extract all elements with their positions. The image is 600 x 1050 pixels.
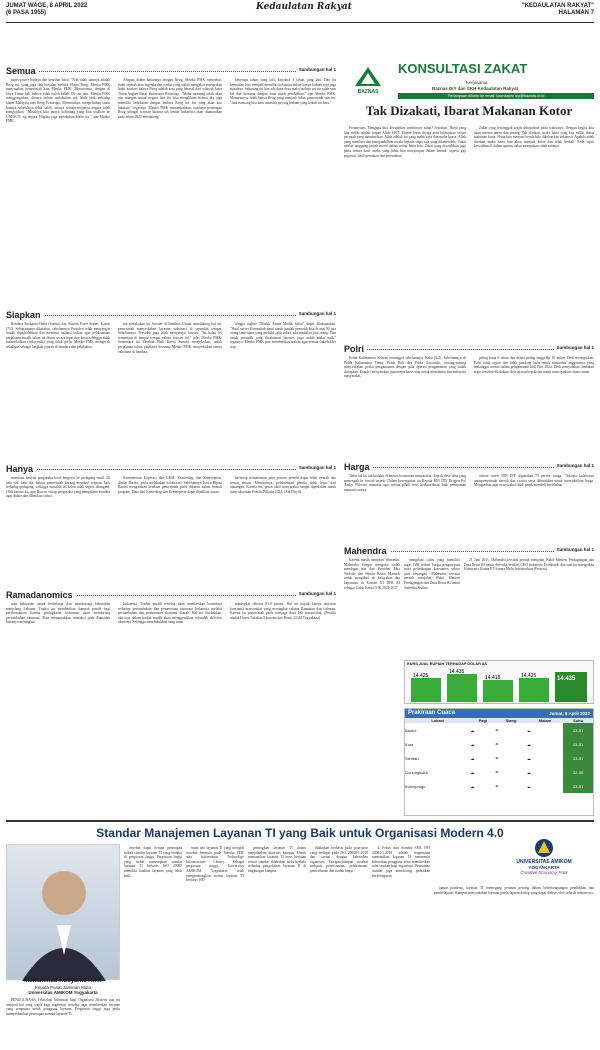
- article-hanya-col2: Kementerian Koperasi dan UKM, Kemendag, dan Kemenperin, dinilai Baroto, perlu melakukan kolaborasi. Sebelumnya Ketua Hipmi Bantul mengatakan keadaan pemerintah perlu dibantu dalam bentuk program. Data dari Kemendag dan Kemenperin dapat dijadikan acuan.: [118, 476, 222, 494]
- section-hanya: [6, 464, 336, 474]
- weather-row: Bantul ☁ ☂ ☁ 23-31: [405, 723, 593, 737]
- weather-date: Jumat, 8 April 2022: [549, 711, 590, 716]
- kurs-bar: [447, 674, 477, 702]
- weather-title: Prakiraan Cuaca: [408, 710, 456, 716]
- ad-person-org: Universitas AMIKOM Yogyakarta: [28, 990, 98, 995]
- section-ramadanomics: [6, 590, 336, 600]
- kurs-bar: [519, 678, 549, 702]
- weather-col-header: Lokasi: [431, 718, 445, 723]
- article-harga-col2: sarkan survei BIN DIY digunakan 70 persen warga. "Adanya kolaborasi antarpemerintah daerah dan swasta serta dibutuhkan untuk menstabilkan harga. Mengimbau agar masyarakat tidak panik membeli berlebihan.": [474, 474, 594, 488]
- article-mahendra-col2: mengikuti calon yang memiliki tugas OJK terkait fungsi pengawasan serta pelindungan konsumen sektor jasa keuangan. Mahendra tercatat pernah menjabat Wakil Menteri Perdagangan dan Duta Besar RI untuk Amerika Serikat.: [404, 558, 460, 590]
- ad-person-title: Kepala Pusat Jaminan Mutu: [34, 985, 92, 990]
- kurs-label: 14.435: [557, 676, 576, 682]
- ad-col4: dilakukan berbasis pada poin-poin yang terdapat pada ISO 20000-1:2018 dan sesuai dengan kebutuhan organisasi. Tahapan-tahapan tersebut meliputi perencanaan, pelaksanaan, pemeriksaan dan tindak lanjut.: [310, 846, 368, 873]
- section-name: Polri: [344, 344, 367, 354]
- ad-person-photo: [6, 844, 120, 980]
- weather-table: [405, 718, 593, 793]
- amikom-city: YOGYAKARTA: [528, 865, 560, 870]
- weather-row: Kulonprogo ☁ ☂ ☁ 23-31: [405, 779, 593, 793]
- section-source: Sambungan hal 1: [556, 345, 594, 350]
- amikom-name: UNIVERSITAS AMIKOM: [516, 859, 572, 865]
- ad-divider: [6, 820, 594, 822]
- article-polri-col1: Polda Kalimantan Selatan tertanggal sebelumnya, Rabu (6/4). Sebelumnya di Polda Kalimantan Timur, Polda Bali dan Polda Gorontalo, masing-masing menyediakan posko pengamanan dengan pola operasi pengamanan yang sudah disiapkan. Kapolri menyatakan jajarannya harus siap untuk membantu dan melayani masyarakat.: [344, 356, 466, 379]
- masthead-pasa: (6 PASA 1955): [6, 10, 47, 16]
- kurs-bars: [405, 668, 593, 704]
- kurs-label: 14.435: [449, 669, 465, 675]
- article-semua-col1: super power budaya dan kearifan lokal. "Nah salah satunya adalah Reog ini, yang juga tlah berjalan melalui Ekspo Reog, Menko PMK menyatakan pemerintah kata Menko PMK. Menurutnya, dengan di Jawa Timur beli bahwa tidak boleh kalah. Di sisi lain, Menko PMK menggingatkan, dirinya belum melakukan cek lebih jauh terhadap klaim Malaysia atas Reog Ponorogo. Menurutnya, mengelitikan suatu budaya sebetulnya tidak salah, artinya semaju-majunya negara tolah mengajukan. "Misalnya kita punya kolintang yang kita usulkan ke UNESCO, itu negara Filipina juga melakukan klaim itu," ujar Menko PMK.: [6, 78, 110, 124]
- zakat-headline: Tak Dizakati, Ibarat Makanan Kotor: [365, 103, 573, 118]
- article-harga-col1: Tentu hal ini tak berlaku di tataran konsumen masyarakat. Tapi di desa-desa yang menengah ke bawah terjadi. Dalam kesempatan itu Kepala BIN DIY Brigjen Pol Andry Wibowo meminta agar semua pihak terus berkoordinasi baik pemerintah maupun swasta.: [344, 474, 466, 492]
- amikom-tagline: Creative Economy Park: [520, 870, 568, 875]
- zakat-question: Pertanyaan: Mengapa kita diwajibkan membayar zakat? Jawaban: Harta yang kita miliki adalah titipan Allah SWT. Titipan harus dijaga atau belanjakan sesuai perintah yang memberikan. Allah adalah zat yang maha kaya dan maha kuasa. Allah yang memberi dan mengambilkan rezeki kepada siapa saja yang dikehendaki. Zakat adalah tanggung jawab moral dalam setiap harta kita. Zakat yang diwajibkan juga pada semua hasil usaha yang tidak kita menyimpan dalam bentuk, seperti gaji pegawai, hasil pertanian dan peternakan.: [344, 126, 466, 158]
- section-name: Siapkan: [6, 310, 44, 320]
- baznas-emblem-icon: [353, 66, 383, 88]
- section-name: Semua: [6, 66, 39, 76]
- article-semua-col3: beberapa tahun yang lalu, kira-kira 5 tahun yang lalu. Dan itu kemudian kita menjadi memiliki kekuatan bukan hanya hukum tapi juga misalnya. Sekarang ini kan ada dana desa maka budaya ini itu salah satu hal dan bersama dengan dana abadi pendidikan," ujar Menko PMK. Menurutnya, tidak hanya Reog yang menjadi fokus pemerintah saat ini. "Jadi memang kita baru memilih payung hukum yang kokoh itu baru.": [230, 78, 336, 105]
- weather-header: [405, 709, 593, 718]
- amikom-logo: [494, 838, 594, 882]
- ad-col1: tersebut dapat berupa penerapan terkait standar layanan TI yang berlaku di perguruan tinggi. Perguruan tinggi yang sudah menerapkan standar layanan TI berbasis ISO 20000 memiliki kualitas layanan yang lebih baik.: [124, 846, 182, 878]
- masthead-date: JUMAT WAGE, 8 APRIL 2022: [6, 3, 88, 9]
- kurs-bar: [483, 680, 513, 702]
- masthead-page: HALAMAN 7: [558, 10, 594, 16]
- ad-headline: Standar Manajemen Layanan TI yang Baik untuk Organisasi Modern 4.0: [96, 826, 504, 840]
- section-source: Sambungan hal 1: [298, 311, 336, 316]
- zakat-consultation-box: [340, 61, 596, 124]
- weather-col-header: Malam: [538, 718, 552, 723]
- section-name: Ramadanomics: [6, 590, 76, 600]
- amikom-crest-icon: [534, 838, 554, 858]
- ad-col5: 4. Fokus dari Standar SML ISO 20000-1:2018 adalah bagaimana memastikan layanan TI memenuhi kebutuhan pengguna serta memberikan nilai tambah bagi organisasi. Penerapan standar juga mendorong perbaikan berkelanjutan.: [372, 846, 430, 878]
- kurs-title: KURS JUAL RUPIAH TERHADAP DOLAR AS: [407, 662, 488, 666]
- ad-person-caption: [6, 978, 120, 995]
- article-ramadanomics-col2: Indonesia. Tradisi mudik tersebut akan memberikan kontribusi terhadap pertumbuhan dan pemerataan ekonomi Indonesia melalui pertumbuhan dan pemerataan ekonomi daerah. Hal ini disebabkan, aktivitas dalam tradisi mudik akan menggerakkan sejumlah aktivitas ekonomi. Sehingga membutuhkan uang tunai.: [118, 602, 222, 625]
- zakat-title: KONSULTASI ZAKAT: [398, 61, 528, 76]
- section-harga: [344, 462, 594, 472]
- section-source: Sambungan hal 1: [556, 463, 594, 468]
- kurs-bar: [411, 678, 441, 702]
- section-semua: [6, 66, 336, 76]
- article-ramadanomics-col1: atau kebiasaan untuk berbelanja dan memborong kebutuhan menjelang Lebaran. Tradisi ini memberikan dampak positif bagi perekonomian karena peningkatan konsumsi akan mendorong pertumbuhan ekonomi. Data menunjukkan transaksi pada Ramadan biasanya meningkat.: [6, 602, 110, 625]
- ad-col3: pentingkan layanan TI dalam menjalankan aktivitas kampus. Untuk memastikan layanan TI terus berjalan sesuai standar, dilakukan audit berkala terhadap pengelolaan layanan TI di lingkungan kampus.: [248, 846, 306, 873]
- article-siapkan-col2: tuk melakukan tes booster di bandara. Untuk mendukung hal ini, pemerintah menyediakan layanan vaksinasi di sejumlah tempat. Sebelumnya, Presiden juga telah menyetujui booster. "Ini kalau tes sementara di tempat tempat vaksin booster ini," jelas Menko PMK. Sementara itu Menhub Budi Karya Sumadi menjelaskan, untuk perjalanan udara pihaknya bersama Menko PMK menyediakan sentra vaksinasi di bandara.: [118, 322, 222, 354]
- weather-row: Kota ☁ ☂ ☁ 23-31: [405, 737, 593, 751]
- baznas-logo-text: BAZNAS: [357, 89, 379, 95]
- weather-col-header: Pagi: [478, 718, 488, 723]
- kurs-label: 14.425: [413, 673, 429, 679]
- baznas-logo: [344, 66, 392, 102]
- person-icon: [7, 845, 121, 981]
- masthead-paper-name: Kedaulatan Rakyat: [256, 2, 352, 12]
- zakat-partners: Baznas DIY dan SKH Kedaulatan Rakyat: [432, 86, 518, 91]
- masthead-right: [522, 3, 594, 17]
- weather-box: [404, 708, 594, 816]
- masthead-left: [6, 3, 87, 17]
- masthead-rubric: "KEDAULATAN RAKYAT": [521, 3, 594, 9]
- ad-intro: PENGGUNAAN Teknologi Informasi bagi Organisasi Modern saat ini menjadi hal yang wajib bagi organisasi tersebut agar memberikan layanan yang sempurna untuk pengguna layanan. Perguruan tinggi juga perlu memperhatikan penerapan standar layanan TI.: [6, 998, 120, 1016]
- zakat-email-bar: Pertanyaan dikirim ke email: baznaspro diy@baznas.or.id: [398, 93, 594, 99]
- kurs-label: 14.418: [485, 675, 501, 681]
- masthead-rule: [6, 22, 594, 23]
- ad-col2: mutu dan layanan TI yang menjadi tersebut bermula pada Standar ITIL atau Information Technology Infrastructure Library. Sebagai perguruan tinggi, Universitas AMIKOM Yogyakarta telah mengembangkan sistem layanan TI berbasis ISO.: [186, 846, 244, 883]
- weather-col-header: Siang: [505, 718, 517, 723]
- ad-col6: jaman pandemi, layanan TI memegang peranan penting dalam keberlangsungan pendidikan dan pembelajaran. Kampus menyediakan layanan pembelajaran daring yang dapat diakses oleh seluruh mahasiswa.: [434, 886, 594, 895]
- section-name: Hanya: [6, 464, 36, 474]
- section-source: Sambungan hal 1: [556, 547, 594, 552]
- section-source: Sambungan hal 1: [298, 465, 336, 470]
- zakat-answer: Zakat yang tertunggak wajib dibayarkan pada waktunya. Dengan begitu kita akan merasa aman dan tenang. Tak dizakati, maka harta yang kita miliki ibarat makanan kotor. Harta kita menjadi bersih bila dikeluarkan zakatnya. Apabila tidak dizakati maka harta kita akan menjadi kotor dan tidak berkah. Pada tujuh kewajiban di dalam agama, zakat merupakan salah satunya.: [474, 126, 594, 149]
- article-hanya-col1: membuat banyak pengusaha kecil bergeser ke pedagang retail. Di satu sisi, kata dia, bahwa pemerintah kurang memberi respons baik terhadap pedagang, sehingga masalah ini kalau tidak segera ditangani. Oleh karena itu, ujar Baroto, setiap pengusaha yang mengalami kendala agar didata dan diberikan solusi.: [6, 476, 110, 499]
- zakat-kerjasama: Kerjasama: [466, 80, 488, 85]
- article-mahendra-col3: 21 Juni 2011. Mahendra tercatat pernah menjabat Wakil Menteri Perdagangan dan Duta Besar RI untuk Amerika Serikat, CEO Indonesia Eximbank, dan saat ini merupakan Komisaris Utama PT Sarana Multi Infrastruktur (Persero).: [464, 558, 594, 572]
- masthead: [6, 3, 594, 23]
- section-mahendra: [344, 546, 594, 556]
- ad-person-name: Muhammad Rudyanto Arief: [24, 978, 102, 984]
- section-name: Harga: [344, 462, 373, 472]
- weather-row: Sleman ☁ ☂ ☁ 23-31: [405, 751, 593, 765]
- kurs-label: 14.425: [521, 673, 537, 679]
- kurs-chart: [404, 660, 594, 704]
- article-hanya-col3: berharap pemahaman para peserta pemilu dapat lebih terarah dan sesuai aturan. Menurutnya, pelaksanaan pemilu tidak lepas dari tantangan. Karena itu, peran aktif masyarakat sangat diperlukan untuk menyukseskan Pemilu/Pilkada 2024. (Ant/Obj-d): [230, 476, 336, 494]
- section-source: Sambungan hal 1: [298, 67, 336, 72]
- article-siapkan-col3: hingga tagline "Mudik Aman Mudik Sehat" dapat dilaksanakan. "Hasil survei Kemenhub nanti untuk jumlah pemudik bisa di atas 80 juta orang sementara yang melalui jalur udara ada sembilan juta orang. Dan untuk pemudik yang divaksinasi booster, juga sudah mulai naik," tegasnya. Menko PMK pun memberikan arahan agar semua stakeholder siap.: [230, 322, 336, 349]
- section-polri: [344, 344, 594, 354]
- article-semua-col2: Adapun dalam kaitannya dengan Reog, Menko PMK menyebut, bukti sejarah atau legenda dan tradisi yang sudah mengakar merupakan bukti konkret bahwa Reog adalah seni yang berasal dari wilayah Jawa Timur bagian Barat khususnya Ponorogo. "Maka memang tidak akan ada ruangan untuk negara lain itu bisa mengklaim bahwa dia juga memiliki kedekatan dengan budaya Reog ini. Itu yang akan kita lakukan," tegasnya. Menko PMK menambahkan, nantinya penetapan Reog sebagai warisan budaya tak benda Indonesia akan diumumkan pada tahun 2023 mendatang.: [118, 78, 222, 119]
- section-source: Sambungan hal 1: [298, 591, 336, 596]
- article-mahendra-col1: Karena masih menjabat Wamenlu, Mahendra Siregar mengaku sudah mendapat izin dari Presiden Joko Widodo dan Menlu Retno Marsudi untuk mengikuti uji kelayakan dan kepatutan di Komisi XI DPR RI sebagai Calon Ketua OJK 2022-2027.: [344, 558, 400, 590]
- section-name: Mahendra: [344, 546, 390, 556]
- article-polri-col2: paling lama 6 tahun dan denda paling tinggi Rp 10 miliar. Dedi menegaskan, Polri tidak segan dan tidak pandang bulu untuk menindak anggotanya yang melanggar aturan dalam pengamanan Idul Fitri 2022. Dedi menyatakan, tindakan tegas tersebut dilakukan oleh jajaran kepolisian untuk menciptakan situasi aman.: [474, 356, 594, 374]
- section-siapkan: [6, 310, 336, 320]
- article-ramadanomics-col3: meningkat sebesar 81,9 persen. Hal ini terjadi karena aktivitas konsumsi masyarakat yang meningkat selama Ramadan dan Lebaran. Karena itu pemerintah perlu menjaga daya beli masyarakat. (Penulis adalah Dosen Fakultas Ekonomi dan Bisnis UGM Yogyakarta): [230, 602, 336, 620]
- article-siapkan-col1: Bandara Soekarno-Hatta (Soetta) dan Stasiun Pasar Senen, Kamis (7/4). Sebagaimana diketahui, sebelumnya Presiden telah menyetujui mudik diperbolehkan dan meminta instansi terkait agar pelaksanaan perjalanan mudik tahun ini diatur secara tepat dan ketat sehingga tidak menimbulkan risiko-risiko yang tidak perlu. Menko PMK mengecek sekaligus sebagai langkah jajaran di bandara dan pelabuhan.: [6, 322, 110, 349]
- weather-col-header: Suhu: [573, 718, 584, 723]
- weather-row: Gunungkidul ☁ ☂ ☁ 22-30: [405, 765, 593, 779]
